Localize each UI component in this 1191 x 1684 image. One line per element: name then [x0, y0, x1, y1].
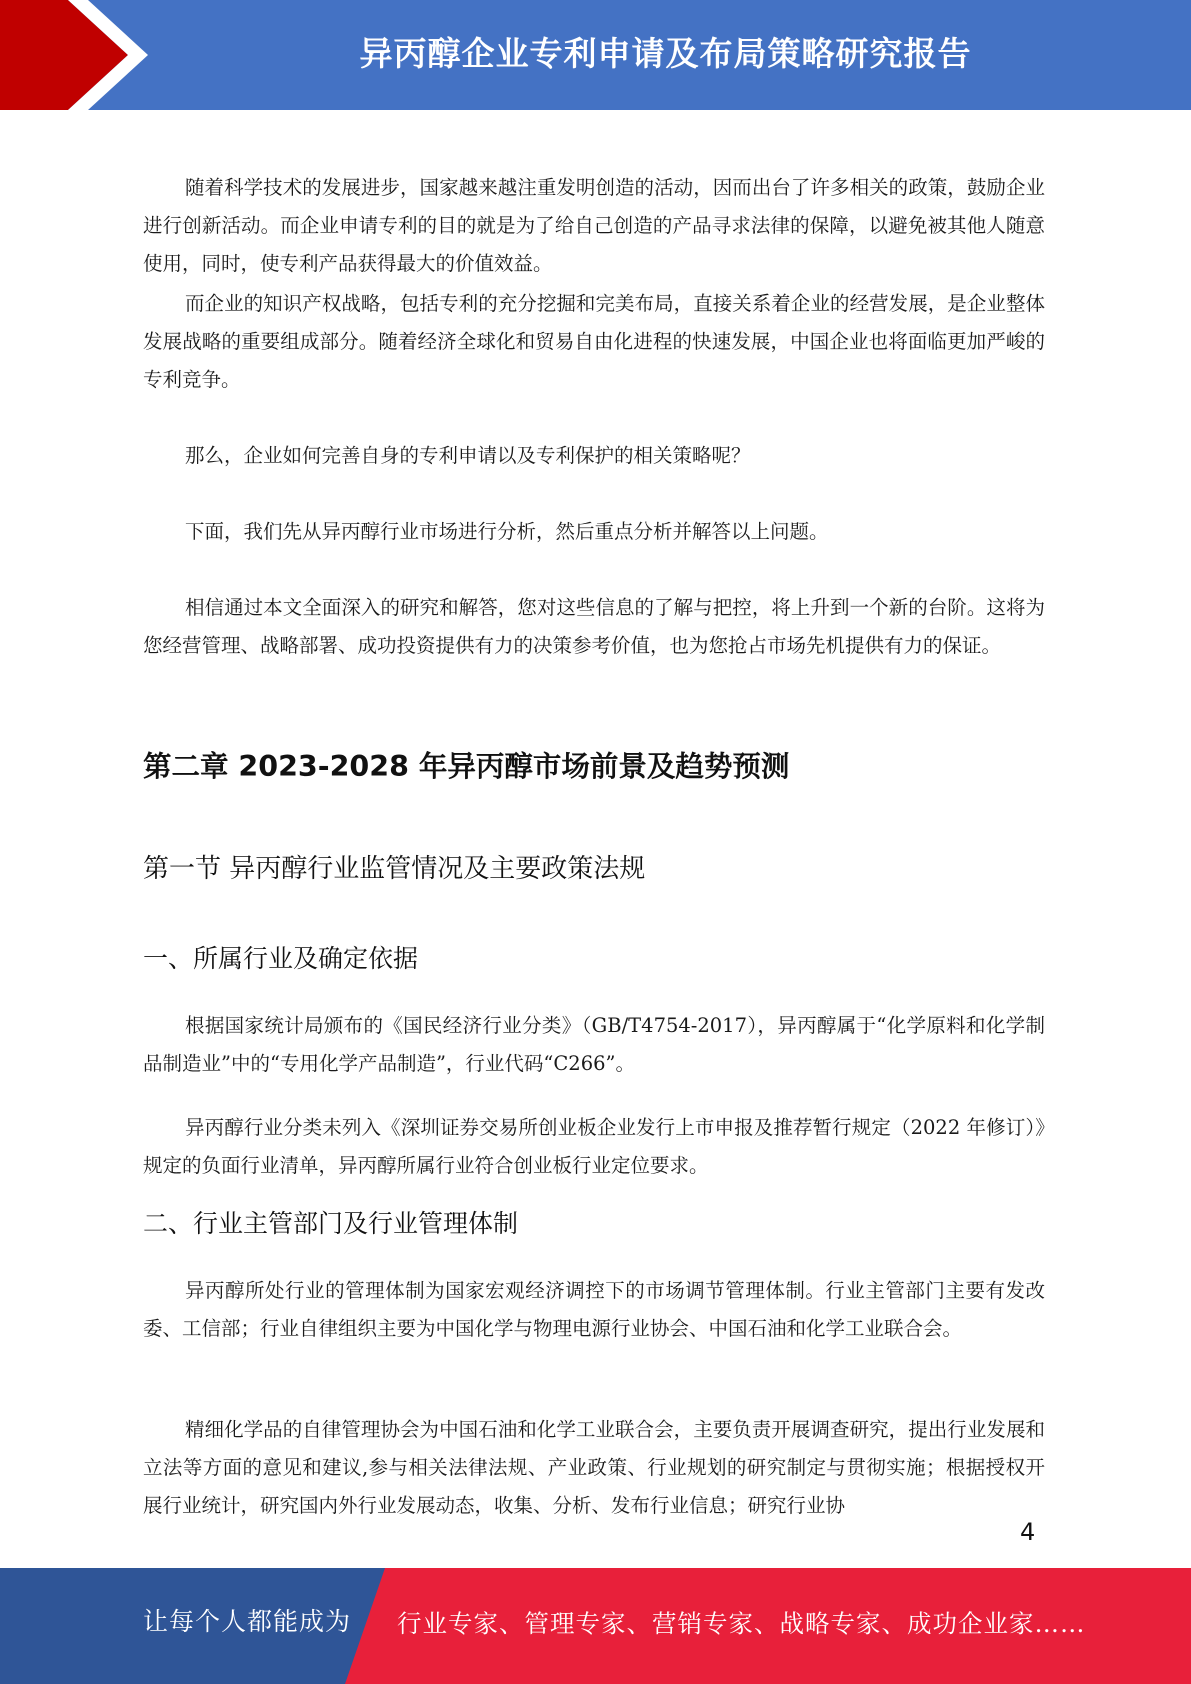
- subsection-paragraph: 精细化学品的自律管理协会为中国石油和化学工业联合会，主要负责开展调查研究，提出行业发展和立法等方面的意见和建议,参与相关法律法规、产业政策、行业规划的研究制定与贯彻实施；根据授权开展行业统计，研究国内外行业发展动态，收集、分析、发布行业信息；研究行业协: [143, 1418, 1045, 1517]
- chapter-title: 第二章 2023-2028 年异丙醇市场前景及趋势预测: [143, 750, 790, 783]
- subsection-title: 一、所属行业及确定依据: [143, 944, 419, 973]
- subsection-paragraph: 异丙醇行业分类未列入《深圳证券交易所创业板企业发行上市申报及推荐暂行规定（2022 年修订）》规定的负面行业清单，异丙醇所属行业符合创业板行业定位要求。: [143, 1116, 1045, 1177]
- subsection-paragraph: 根据国家统计局颁布的《国民经济行业分类》（GB/T4754-2017），异丙醇属于“化学原料和化学制品制造业”中的“专用化学产品制造”，行业代码“C266”。: [143, 1014, 1045, 1075]
- report-title: 异丙醇企业专利申请及布局策略研究报告: [359, 34, 972, 73]
- footer-banner: [0, 1568, 1191, 1684]
- page-number: 4: [1020, 1518, 1036, 1546]
- intro-paragraph: 随着科学技术的发展进步，国家越来越注重发明创造的活动，因而出台了许多相关的政策，鼓励企业进行创新活动。而企业申请专利的目的就是为了给自己创造的产品寻求法律的保障，以避免被其他人随意使用，同时，使专利产品获得最大的价值效益。: [143, 176, 1045, 275]
- footer-slogan-right: 行业专家、管理专家、营销专家、战略专家、成功企业家……: [397, 1609, 1086, 1638]
- subsection-title: 二、行业主管部门及行业管理体制: [143, 1209, 519, 1238]
- section-title: 第一节 异丙醇行业监管情况及主要政策法规: [143, 854, 646, 884]
- header-banner: [0, 0, 1191, 110]
- footer-slogan-left: 让每个人都能成为: [143, 1607, 352, 1636]
- intro-paragraph: 下面，我们先从异丙醇行业市场进行分析，然后重点分析并解答以上问题。: [185, 520, 829, 543]
- intro-paragraph: 相信通过本文全面深入的研究和解答，您对这些信息的了解与把控，将上升到一个新的台阶。这将为您经营管理、战略部署、成功投资提供有力的决策参考价值，也为您抢占市场先机提供有力的保证。: [143, 596, 1045, 657]
- subsection-paragraph: 异丙醇所处行业的管理体制为国家宏观经济调控下的市场调节管理体制。行业主管部门主要有发改委、工信部；行业自律组织主要为中国化学与物理电源行业协会、中国石油和化学工业联合会。: [143, 1279, 1045, 1340]
- intro-paragraph: 那么，企业如何完善自身的专利申请以及专利保护的相关策略呢？: [185, 444, 751, 467]
- intro-paragraph: 而企业的知识产权战略，包括专利的充分挖掘和完美布局，直接关系着企业的经营发展，是企业整体发展战略的重要组成部分。随着经济全球化和贸易自由化进程的快速发展，中国企业也将面临更加严峻的专利竞争。: [143, 292, 1045, 391]
